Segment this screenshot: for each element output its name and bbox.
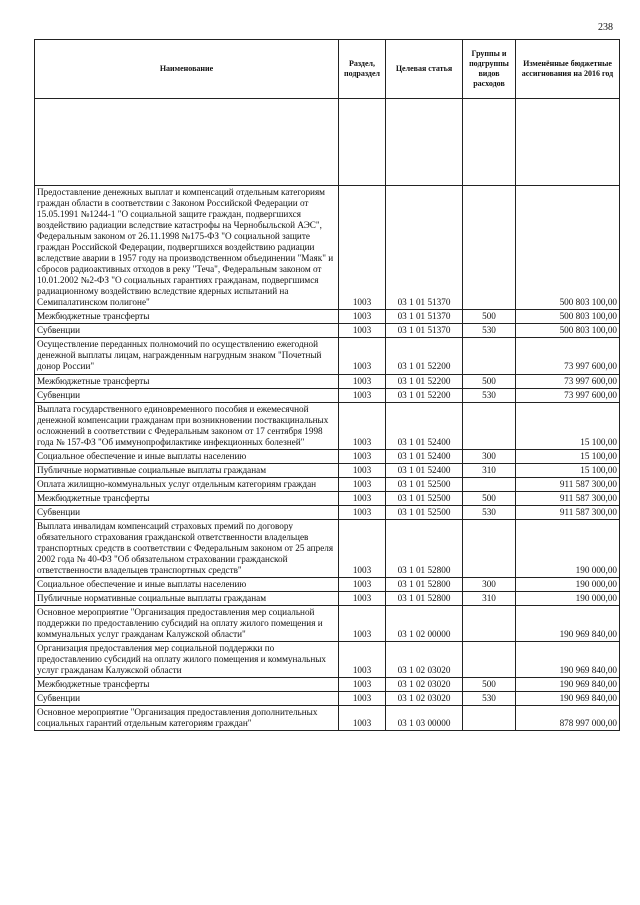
row-target: 03 1 01 52400 — [386, 449, 463, 463]
row-name: Субвенции — [35, 388, 339, 402]
row-group: 530 — [463, 324, 516, 338]
row-amount: 190 969 840,00 — [516, 692, 620, 706]
row-target: 03 1 01 52500 — [386, 505, 463, 519]
row-target: 03 1 01 52800 — [386, 578, 463, 592]
row-amount: 500 803 100,00 — [516, 310, 620, 324]
row-amount: 15 100,00 — [516, 402, 620, 449]
row-section: 1003 — [339, 692, 386, 706]
row-name: Основное мероприятие "Организация предоставления мер социальной поддержки по предоставлению субсидий на оплату жилого помещения и коммунальных услуг гражданам Калужской области" — [35, 606, 339, 642]
row-name: Межбюджетные трансферты — [35, 678, 339, 692]
row-name: Субвенции — [35, 692, 339, 706]
row-name: Выплата государственного единовременного пособия и ежемесячной денежной компенсации гражданам при возникновении поствакцинальных осложнений в соответствии с Федеральным законом от 17 сентября 1998 года № 157-ФЗ "Об иммунопрофилактике инфекционных болезней" — [35, 402, 339, 449]
table-row — [35, 678, 620, 692]
row-section: 1003 — [339, 477, 386, 491]
row-group — [463, 338, 516, 374]
row-amount: 190 000,00 — [516, 578, 620, 592]
row-group: 530 — [463, 388, 516, 402]
row-section: 1003 — [339, 186, 386, 310]
table-row — [35, 578, 620, 592]
table-row — [35, 402, 620, 449]
header-target: Целевая статья — [386, 40, 463, 99]
row-target: 03 1 01 52200 — [386, 374, 463, 388]
row-target: 03 1 02 03020 — [386, 678, 463, 692]
table-row — [35, 692, 620, 706]
table-row — [35, 477, 620, 491]
row-amount: 911 587 300,00 — [516, 477, 620, 491]
row-name: Оплата жилищно-коммунальных услуг отдельным категориям граждан — [35, 477, 339, 491]
row-group — [463, 706, 516, 731]
table-row — [35, 186, 620, 310]
row-section: 1003 — [339, 374, 386, 388]
row-group — [463, 402, 516, 449]
row-amount: 878 997 000,00 — [516, 706, 620, 731]
table-row — [35, 592, 620, 606]
row-name: Осуществление переданных полномочий по осуществлению ежегодной денежной выплаты лицам, награжденным нагрудным знаком "Почетный донор России" — [35, 338, 339, 374]
row-amount: 190 000,00 — [516, 592, 620, 606]
row-group: 300 — [463, 578, 516, 592]
row-target: 03 1 02 00000 — [386, 606, 463, 642]
row-target: 03 1 01 52400 — [386, 402, 463, 449]
row-name: Организация предоставления мер социальной поддержки по предоставлению субсидий на оплату жилого помещения и коммунальных услуг гражданам Калужской области — [35, 642, 339, 678]
row-group: 500 — [463, 374, 516, 388]
header-section: Раздел, подраздел — [339, 40, 386, 99]
row-section: 1003 — [339, 491, 386, 505]
row-target: 03 1 01 52200 — [386, 338, 463, 374]
row-name: Основное мероприятие "Организация предоставления дополнительных социальных гарантий отдельным категориям граждан" — [35, 706, 339, 731]
budget-table — [34, 39, 620, 731]
row-target: 03 1 01 52400 — [386, 463, 463, 477]
table-row — [35, 519, 620, 577]
row-section: 1003 — [339, 592, 386, 606]
row-section: 1003 — [339, 678, 386, 692]
row-target: 03 1 01 51370 — [386, 310, 463, 324]
row-name: Публичные нормативные социальные выплаты гражданам — [35, 592, 339, 606]
row-target: 03 1 01 52200 — [386, 388, 463, 402]
table-row — [35, 606, 620, 642]
row-group: 300 — [463, 449, 516, 463]
row-amount: 73 997 600,00 — [516, 338, 620, 374]
row-section: 1003 — [339, 338, 386, 374]
row-amount: 500 803 100,00 — [516, 186, 620, 310]
row-group: 500 — [463, 491, 516, 505]
row-section: 1003 — [339, 706, 386, 731]
row-group: 530 — [463, 505, 516, 519]
table-row — [35, 449, 620, 463]
row-section: 1003 — [339, 642, 386, 678]
row-name: Субвенции — [35, 505, 339, 519]
row-section: 1003 — [339, 505, 386, 519]
row-group: 500 — [463, 678, 516, 692]
row-amount: 911 587 300,00 — [516, 505, 620, 519]
row-amount: 73 997 600,00 — [516, 374, 620, 388]
row-target: 03 1 01 52800 — [386, 592, 463, 606]
table-row — [35, 706, 620, 731]
row-group — [463, 642, 516, 678]
row-target: 03 1 01 52800 — [386, 519, 463, 577]
row-target: 03 1 02 03020 — [386, 642, 463, 678]
row-target: 03 1 01 51370 — [386, 324, 463, 338]
row-amount: 500 803 100,00 — [516, 324, 620, 338]
table-row — [35, 388, 620, 402]
row-name: Предоставление денежных выплат и компенсаций отдельным категориям граждан области в соответствии с Законом Российской Федерации от 15.05.1991 №1244-1 "О социальной защите граждан, подвергшихся воздействию радиации вследствие катастрофы на Чернобыльской АЭС", Федеральным законом от 26.11.1998 №175-ФЗ "О социальной защите граждан Российской Федерации, подвергшихся воздействию радиации вследствие аварии в 1957 году на производственном объединении "Маяк" и сбросов радиоактивных отходов в реку "Теча", Федеральным законом от 10.01.2002 №2-ФЗ "О социальных гарантиях гражданам, подвергшимся радиационному воздействию вследствие ядерных испытаний на Семипалатинском полигоне" — [35, 186, 339, 310]
row-name: Публичные нормативные социальные выплаты гражданам — [35, 463, 339, 477]
table-row — [35, 642, 620, 678]
table-row — [35, 505, 620, 519]
row-target: 03 1 01 52500 — [386, 491, 463, 505]
row-section: 1003 — [339, 463, 386, 477]
row-name: Межбюджетные трансферты — [35, 310, 339, 324]
row-section: 1003 — [339, 388, 386, 402]
row-section: 1003 — [339, 402, 386, 449]
table-row — [35, 338, 620, 374]
row-group: 310 — [463, 592, 516, 606]
table-spacer-row — [35, 99, 620, 186]
row-section: 1003 — [339, 606, 386, 642]
row-section: 1003 — [339, 310, 386, 324]
row-name: Социальное обеспечение и иные выплаты населению — [35, 449, 339, 463]
page-number: 238 — [598, 22, 613, 33]
table-header-row — [35, 40, 620, 99]
row-amount: 190 000,00 — [516, 519, 620, 577]
header-group: Группы и подгруппы видов расходов — [463, 40, 516, 99]
row-name: Межбюджетные трансферты — [35, 374, 339, 388]
row-amount: 15 100,00 — [516, 463, 620, 477]
row-amount: 911 587 300,00 — [516, 491, 620, 505]
table-row — [35, 463, 620, 477]
table-row — [35, 310, 620, 324]
row-group: 500 — [463, 310, 516, 324]
row-amount: 73 997 600,00 — [516, 388, 620, 402]
table-row — [35, 324, 620, 338]
row-target: 03 1 03 00000 — [386, 706, 463, 731]
row-name: Выплата инвалидам компенсаций страховых премий по договору обязательного страхования гражданской ответственности владельцев транспортных средств в соответствии с Федеральным законом от 25 апреля 2002 года № 40-ФЗ "Об обязательном страховании гражданской ответственности владельцев транспортных средств" — [35, 519, 339, 577]
row-amount: 190 969 840,00 — [516, 642, 620, 678]
row-target: 03 1 01 51370 — [386, 186, 463, 310]
row-group: 530 — [463, 692, 516, 706]
row-name: Межбюджетные трансферты — [35, 491, 339, 505]
row-group — [463, 606, 516, 642]
row-group — [463, 519, 516, 577]
row-group — [463, 477, 516, 491]
row-name: Социальное обеспечение и иные выплаты населению — [35, 578, 339, 592]
row-section: 1003 — [339, 519, 386, 577]
row-section: 1003 — [339, 578, 386, 592]
row-target: 03 1 02 03020 — [386, 692, 463, 706]
row-section: 1003 — [339, 324, 386, 338]
row-amount: 190 969 840,00 — [516, 606, 620, 642]
table-row — [35, 491, 620, 505]
table-body — [35, 99, 620, 731]
table-row — [35, 374, 620, 388]
row-name: Субвенции — [35, 324, 339, 338]
row-group — [463, 186, 516, 310]
row-amount: 15 100,00 — [516, 449, 620, 463]
row-amount: 190 969 840,00 — [516, 678, 620, 692]
row-group: 310 — [463, 463, 516, 477]
header-name: Наименование — [35, 40, 339, 99]
row-target: 03 1 01 52500 — [386, 477, 463, 491]
row-section: 1003 — [339, 449, 386, 463]
header-amount: Изменённые бюджетные ассигнования на 2016 год — [516, 40, 620, 99]
